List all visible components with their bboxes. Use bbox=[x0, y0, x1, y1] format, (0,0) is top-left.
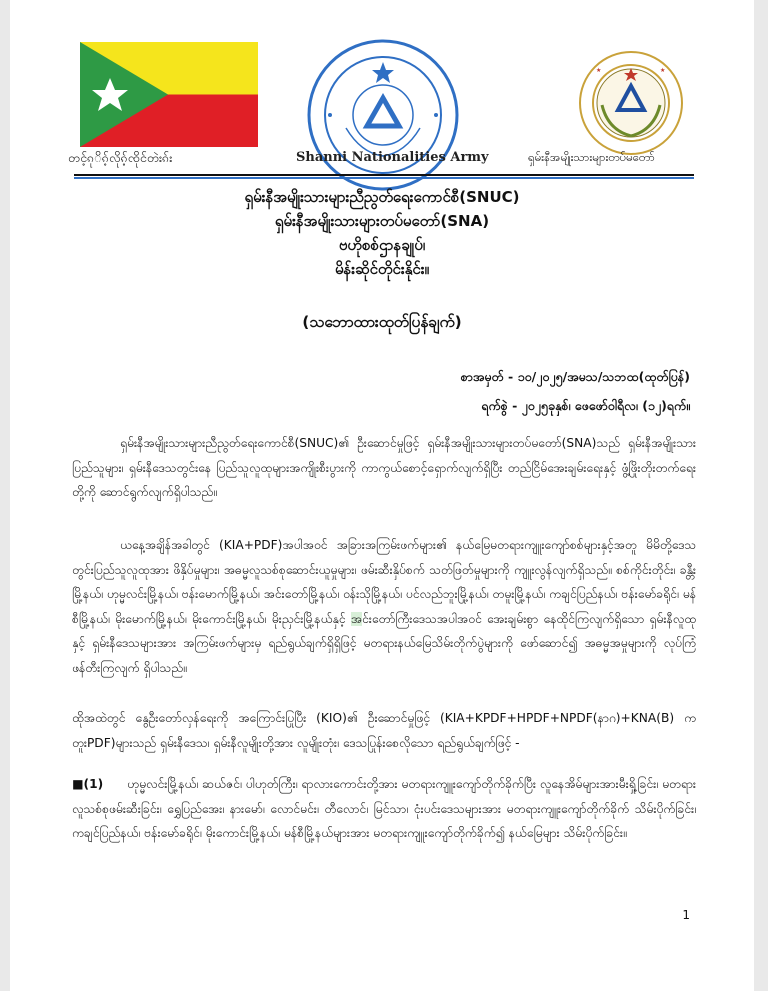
paragraph-2 bbox=[72, 533, 696, 680]
document-title-block bbox=[10, 185, 754, 281]
reference-date: ရက်စွဲ - ၂၀၂၅ခုနှစ်၊ ဖေဖော်ဝါရီလ၊ (၁၂)ရက်။ bbox=[481, 398, 690, 413]
page-number: 1 bbox=[682, 908, 690, 922]
header-rule-blue bbox=[74, 177, 694, 179]
flag-image bbox=[80, 42, 258, 147]
statement-heading: (သဘောထားထုတ်ပြန်ချက်) bbox=[302, 313, 462, 331]
emblem-caption: ရှမ်းနီအမျိုးသားများတပ်မတော် bbox=[528, 150, 655, 164]
paragraph-2-text-b: င်းတော်ကြီးဒေသအပါအဝင် အေးချမ်းစွာ နေထိုင်ကြလျက်ရှိသော ရှမ်းနီလူထုနှင့် ရှမ်းနီဒေသများအား အကြမ်းဖက်များမှ ရည်ရွယ်ချက်ရှိရှိဖြင့် မတရားနယ်မြေသိမ်းတိုက်ပွဲများကို ဖော်ဆောင်၍ အဓမ္မအမှုများကို လုပ်ကြံဖန်တီးကြလျက် ရှိပါသည်။ bbox=[72, 611, 696, 675]
army-name-caption: Shanni Nationalities Army bbox=[296, 150, 489, 165]
title-line: ရှမ်းနီအမျိုးသားများညီညွတ်ရေးကောင်စီ(SNUC) bbox=[244, 188, 520, 206]
title-line: ဗဟိုစစ်ဌာနချုပ်၊ bbox=[338, 236, 426, 254]
paragraph-1-text: ရှမ်းနီအမျိုးသားများညီညွတ်ရေးကောင်စီ(SNUC)၏ ဦးဆောင်မှုဖြင့် ရှမ်းနီအမျိုးသားများတပ်မတော်(SNA)သည် ရှမ်းနီအမျိုးသားပြည်သူများ၊ ရှမ်းနီဒေသတွင်းနေ ပြည်သူလူထုများအကျိုးစီးပွားကို ကာကွယ်စောင့်ရှောက်လျက်ရှိပြီး တည်ငြိမ်အေးချမ်းရေးနှင့် ဖွံ့ဖြိုးတိုးတက်ရေးတို့ကို ဆောင်ရွက်လျက်ရှိပါသည်။ bbox=[72, 436, 696, 499]
paragraph-2-text-a: ယနေ့အချိန်အခါတွင် (KIA+PDF)အပါအဝင် အခြားအကြမ်းဖက်များ၏ နယ်မြေမတရားကျူးကျော်စစ်များနှင့်အတူ မိမိတို့ဒေသတွင်းပြည်သူလူထုအား ဖိနှိပ်မှုများ၊ အဓမ္မလူသစ်စုဆောင်းယူမှုများ၊ ဖမ်းဆီးနှိပ်စက် သတ်ဖြတ်မှုများကို ကျူးလွန်လျက်ရှိသည်။ စစ်ကိုင်းတိုင်း၊ ခန္တီးမြို့နယ်၊ ဟုမ္မလင်းမြို့နယ်၊ ဗန်းမောက်မြို့နယ်၊ အင်းတော်မြို့နယ်၊ ဝန်းသိုမြို့နယ်၊ ပင်လည်ဘူးမြို့နယ်၊ တမူးမြို့နယ်၊ ကချင်ပြည်နယ်၊ ဗန်းမော်ခရိုင်၊ မန်စီမြို့နယ်၊ မိုးမောက်မြို့နယ်၊ မိုးကောင်းမြို့နယ်၊ မိုးညှင်းမြို့နယ်နှင့် bbox=[72, 538, 696, 626]
paragraph-1 bbox=[72, 431, 696, 505]
svg-text:★: ★ bbox=[596, 67, 602, 74]
svg-text:★: ★ bbox=[660, 67, 666, 74]
document-page bbox=[10, 0, 754, 991]
flag-caption: တင့်ၵုိၵ့်လိုၵ့်ၸိုင်တဲးၵ်း bbox=[68, 150, 173, 165]
highlighted-text: အ bbox=[350, 611, 362, 626]
list-item bbox=[72, 772, 696, 846]
paragraph-3: ထိုအထဲတွင် နွေဦးတော်လှန်ရေးကို အကြောင်းပြုပြီး (KIO)၏ ဦးဆောင်မှုဖြင့် (KIA+KPDF+HPDF+NPDF(နာဂ)+KNA(B) ကတူးPDF)များသည် ရှမ်းနီဒေသ၊ ရှမ်းနီလူမျိုးတို့အား လူမျိုးတုံး၊ ဒေသပြုန်းစေလိုသော ရည်ရွယ်ချက်ဖြင့် - bbox=[72, 711, 696, 750]
reference-number: စာအမှတ် - ၁၀/၂၀၂၅/အမသ/သဘထ(ထုတ်ပြန်) bbox=[460, 369, 690, 384]
header-rule bbox=[74, 174, 694, 176]
title-line: မိန်းဆိုင်တိုင်းနိုင်း။ bbox=[334, 260, 430, 278]
title-line: ရှမ်းနီအမျိုးသားများတပ်မတော်(SNA) bbox=[274, 212, 490, 230]
sna-emblem-logo bbox=[578, 50, 684, 156]
shanni-army-logo bbox=[306, 38, 460, 192]
list-item-number: ■(1) bbox=[72, 777, 104, 791]
list-item-text: ဟုမ္မလင်းမြို့နယ်၊ ဆယ်ဇင်၊ ပါဟုတ်ကြီး၊ ရာလားကောင်းတို့အား မတရားကျူးကျော်တိုက်ခိုက်ပြီး လူနေအိမ်များအားမီးရှို့ခြင်း၊ မတရားလူသစ်စုဖမ်းဆီးခြင်း၊ ရွှေပြည်အေး၊ နားမော်၊ လောင်မင်း၊ တီလောင်၊ မြင်သာ၊ ငုံးပင်းဒေသများအား မတရားကျူးကျော်တိုက်ခိုက် သိမ်းပိုက်ခြင်း၊ ကချင်ပြည်နယ်၊ ဗန်းမော်ခရိုင်၊ မိုးကောင်းမြို့နယ်၊ မန်စီမြို့နယ်များအား မတရားကျူးကျော်တိုက်ခိုက်၍ နယ်မြေများ သိမ်းပိုက်ခြင်း။ bbox=[72, 777, 697, 840]
